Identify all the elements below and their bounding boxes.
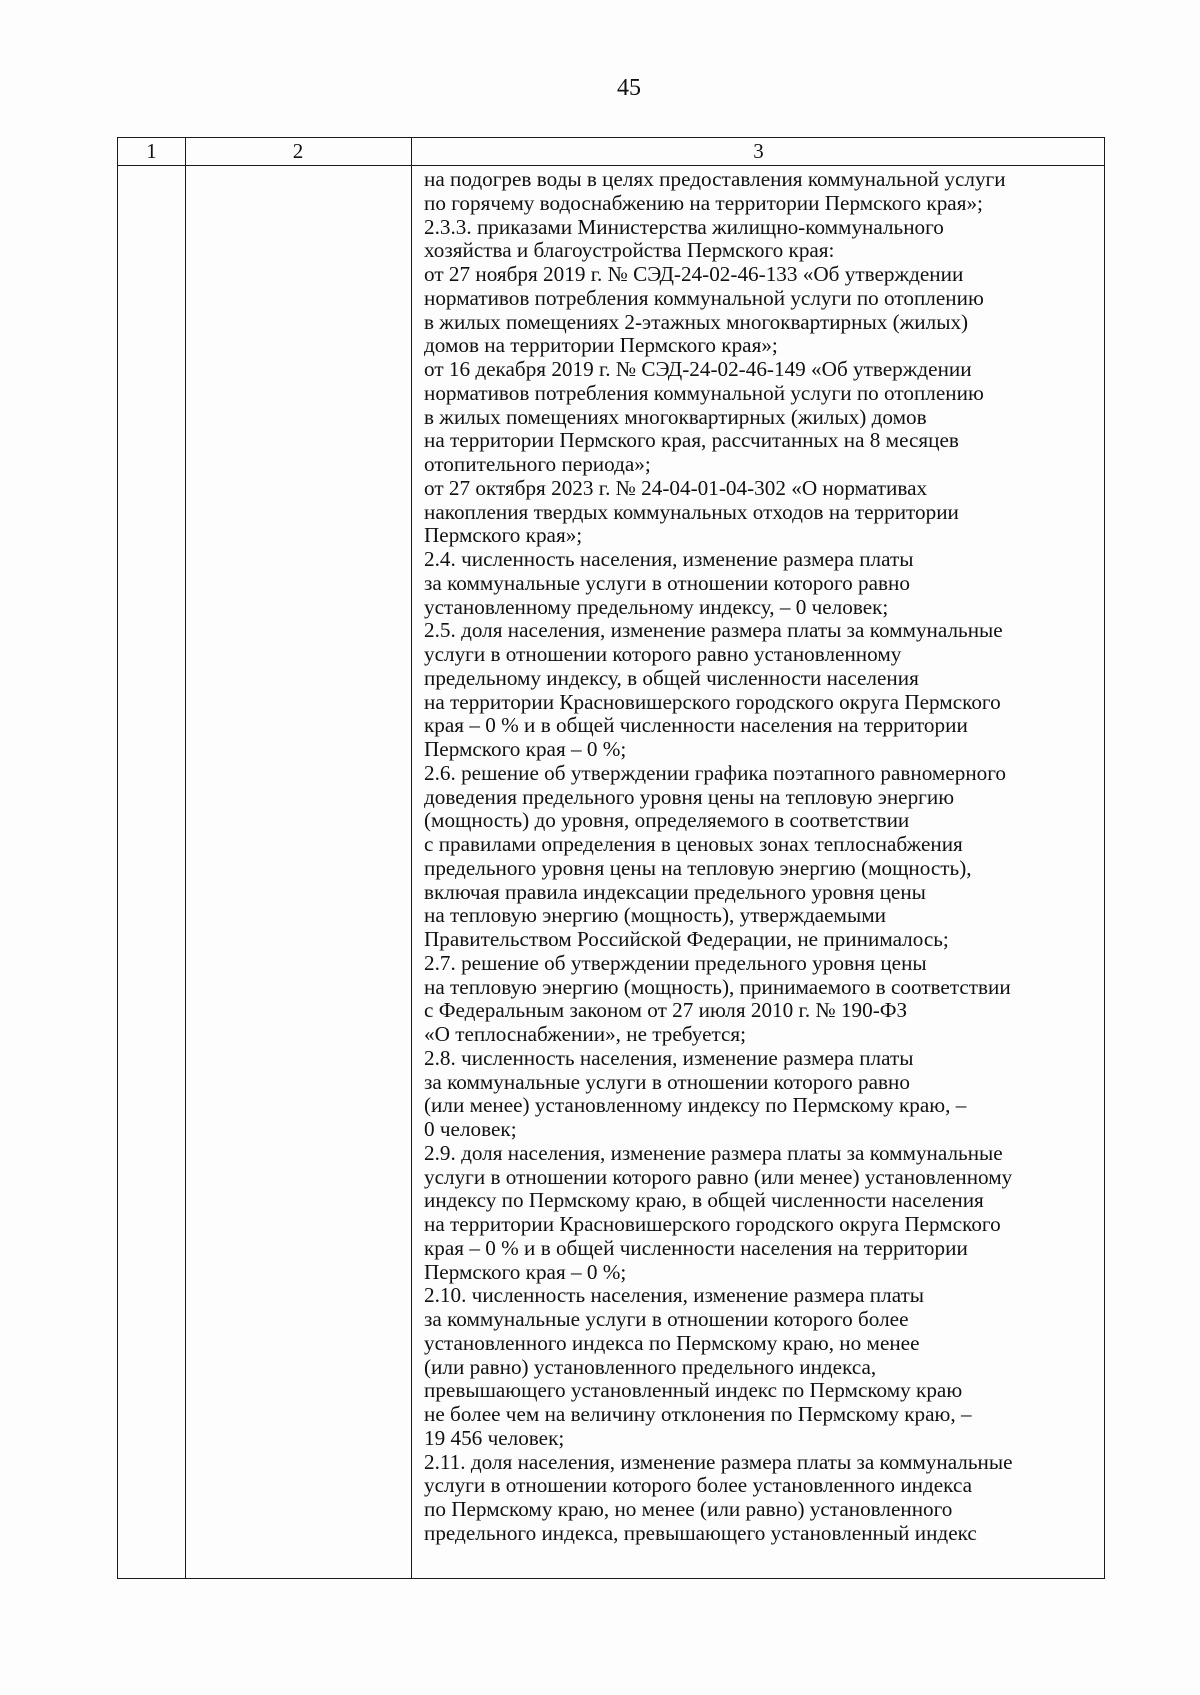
text-line: по горячему водоснабжению на территории Пермского края»; <box>424 190 983 215</box>
text-line: по Пермскому краю, но менее (или равно) установленного <box>424 1497 953 1521</box>
text-line: отопительного периода»; <box>424 452 651 476</box>
text-line: Правительством Российской Федерации, не принималось; <box>424 927 949 951</box>
column-header-1: 1 <box>146 139 157 163</box>
text-line: с Федеральным законом от 27 июля 2010 г. № 190-ФЗ <box>424 998 908 1023</box>
text-line: превышающего установленный индекс по Пермскому краю <box>424 1378 963 1403</box>
column-header-3: 3 <box>753 139 764 163</box>
text-line: от 27 октября 2023 г. № 24-04-01-04-302 «О нормативах <box>424 475 928 500</box>
text-line: с правилами определения в ценовых зонах теплоснабжения <box>424 832 963 856</box>
column-header-2: 2 <box>292 139 304 163</box>
text-line: нормативов потребления коммунальной услуги по отоплению <box>424 380 984 405</box>
text-line: (или менее) установленному индексу по Пермскому краю, – <box>424 1093 967 1118</box>
text-line: от 27 ноября 2019 г. № СЭД-24-02-46-133 «Об утверждении <box>424 262 964 286</box>
text-line: включая правила индексации предельного уровня цены <box>424 879 926 904</box>
text-line: (мощность) до уровня, определяемого в соответствии <box>424 808 910 833</box>
text-line: 2.3.3. приказами Министерства жилищно-коммунального <box>424 214 944 239</box>
text-line: 2.5. доля населения, изменение размера платы за коммунальные <box>424 618 1003 643</box>
text-line: за коммунальные услуги в отношении которого равно <box>424 570 910 595</box>
text-line: на подогрев воды в целях предоставления коммунальной услуги <box>424 167 1006 191</box>
text-line: на территории Красновишерского городского округа Пермского <box>424 1212 1001 1236</box>
text-line: Пермского края»; <box>424 523 583 548</box>
text-line: накопления твердых коммунальных отходов на территории <box>424 499 959 524</box>
column-3-text <box>424 168 1104 1546</box>
text-line: Пермского края – 0 %; <box>424 737 627 761</box>
text-line: услуги в отношении которого равно (или менее) установленному <box>424 1164 1013 1189</box>
text-line: предельного индекса, превышающего установленный индекс <box>424 1520 977 1545</box>
text-line: нормативов потребления коммунальной услуги по отоплению <box>424 285 984 310</box>
text-line: 2.9. доля населения, изменение размера платы за коммунальные <box>424 1140 1003 1165</box>
text-line: на тепловую энергию (мощность), утверждаемыми <box>424 903 886 928</box>
column-divider <box>185 138 186 1578</box>
text-line: за коммунальные услуги в отношении которого более <box>424 1307 909 1331</box>
text-line: 2.7. решение об утверждении предельного уровня цены <box>424 950 927 975</box>
text-line: в жилых помещениях многоквартирных (жилых) домов <box>424 404 927 429</box>
text-line: 2.11. доля населения, изменение размера платы за коммунальные <box>424 1449 1013 1474</box>
text-line: «О теплоснабжении», не требуется; <box>424 1022 747 1046</box>
text-line: установленному предельному индексу, – 0 человек; <box>424 594 889 619</box>
text-line: доведения предельного уровня цены на тепловую энергию <box>424 784 955 809</box>
text-line: края – 0 % и в общей численности населения на территории <box>424 1235 968 1260</box>
text-line: Пермского края – 0 %; <box>424 1259 627 1284</box>
text-line: 2.6. решение об утверждении графика поэтапного равномерного <box>424 760 1007 785</box>
text-line: предельного уровня цены на тепловую энергию (мощность), <box>424 855 972 880</box>
text-line: установленного индекса по Пермскому краю, но менее <box>424 1330 920 1355</box>
text-line: в жилых помещениях 2-этажных многоквартирных (жилых) <box>424 309 969 334</box>
text-line: не более чем на величину отклонения по Пермскому краю, – <box>424 1402 972 1426</box>
text-line: хозяйства и благоустройства Пермского края: <box>424 238 835 263</box>
document-table <box>117 137 1105 1579</box>
text-line: домов на территории Пермского края»; <box>424 333 778 358</box>
text-line: края – 0 % и в общей численности населения на территории <box>424 713 968 738</box>
text-line: за коммунальные услуги в отношении которого равно <box>424 1069 910 1094</box>
text-line: 2.4. численность населения, изменение размера платы <box>424 547 914 571</box>
text-line: (или равно) установленного предельного индекса, <box>424 1354 877 1379</box>
text-line: услуги в отношении которого равно установленному <box>424 642 902 666</box>
page-number: 45 <box>617 75 641 101</box>
text-line: на территории Пермского края, рассчитанных на 8 месяцев <box>424 428 959 453</box>
text-line: на тепловую энергию (мощность), принимаемого в соответствии <box>424 974 1011 999</box>
text-line: 2.8. численность населения, изменение размера платы <box>424 1045 914 1070</box>
text-line: предельному индексу, в общей численности населения <box>424 665 919 690</box>
text-line: услуги в отношении которого более установленного индекса <box>424 1473 973 1498</box>
text-line: индексу по Пермскому краю, в общей численности населения <box>424 1188 984 1213</box>
text-line: 0 человек; <box>424 1117 517 1141</box>
column-divider <box>411 138 412 1578</box>
text-line: 19 456 человек; <box>424 1425 565 1450</box>
header-divider <box>118 165 1104 166</box>
text-line: на территории Красновишерского городского округа Пермского <box>424 689 1001 714</box>
text-line: от 16 декабря 2019 г. № СЭД-24-02-46-149 «Об утверждении <box>424 357 972 381</box>
text-line: 2.10. численность населения, изменение размера платы <box>424 1283 925 1308</box>
